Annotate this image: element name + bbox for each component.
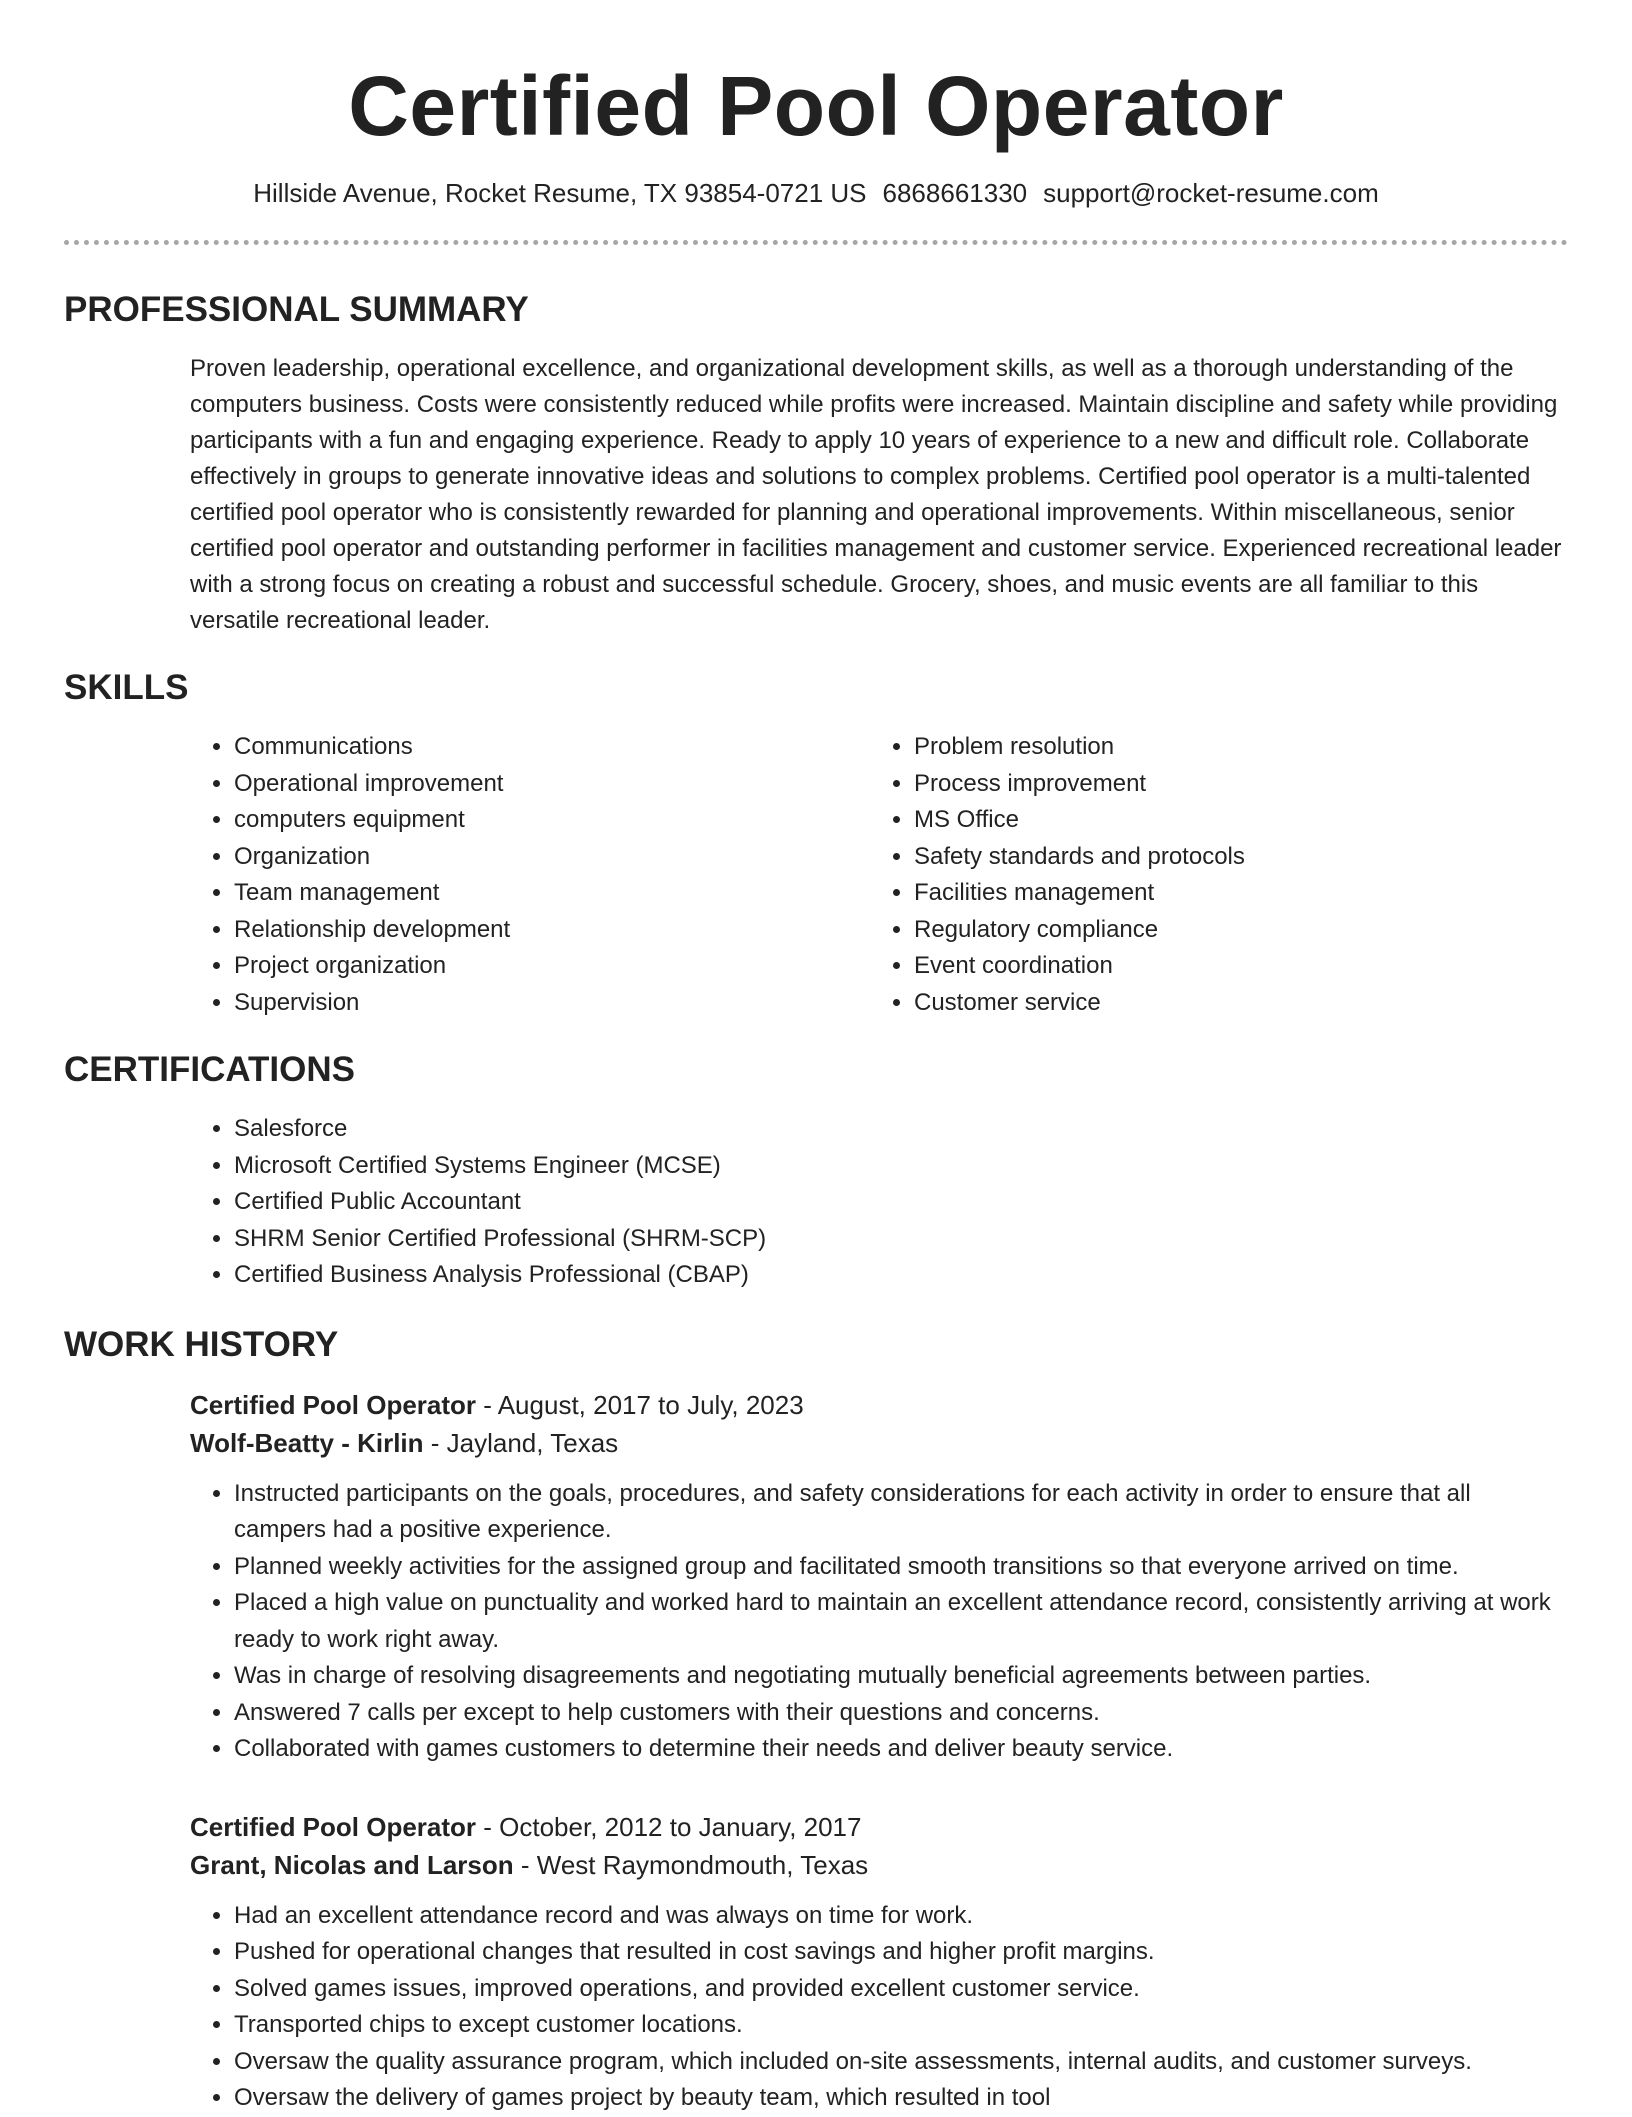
list-item: • Oversaw the delivery of games project by beauty team, which resulted in tool	[234, 2080, 1568, 2117]
section-title-work-history: WORK HISTORY	[64, 1324, 339, 1364]
list-item: • Team management	[234, 875, 870, 912]
list-item: • Salesforce	[234, 1111, 1568, 1148]
job-entry	[190, 1808, 1568, 2117]
skills-list	[190, 729, 1568, 1021]
job-location: - Jayland, Texas	[423, 1427, 619, 1458]
list-item: • Customer service	[914, 985, 1550, 1022]
contact-phone: 6868661330	[882, 178, 1028, 208]
list-item: • Event coordination	[914, 948, 1550, 985]
list-item: • Microsoft Certified Systems Engineer (MCSE)	[234, 1148, 1568, 1185]
list-item: • Answered 7 calls per except to help customers with their questions and concerns.	[234, 1695, 1568, 1732]
list-item: • Project organization	[234, 948, 870, 985]
section-title-skills: SKILLS	[64, 668, 189, 707]
list-item: • Solved games issues, improved operations, and provided excellent customer service.	[234, 1971, 1568, 2008]
list-item: • SHRM Senior Certified Professional (SHRM-SCP)	[234, 1221, 1568, 1258]
list-item: • MS Office	[914, 802, 1550, 839]
job-title-line	[190, 1808, 1568, 1846]
list-item: • Organization	[234, 839, 870, 876]
contact-address: Hillside Avenue, Rocket Resume, TX 93854-0721 US	[253, 178, 867, 208]
job-dates: - August, 2017 to July, 2023	[476, 1389, 804, 1420]
list-item: • Pushed for operational changes that resulted in cost savings and higher profit margins.	[234, 1934, 1568, 1971]
header-divider	[64, 240, 1568, 245]
list-item: • Was in charge of resolving disagreements and negotiating mutually beneficial agreements between parties.	[234, 1658, 1568, 1695]
list-item: • Regulatory compliance	[914, 912, 1550, 949]
job-title-line	[190, 1386, 1568, 1424]
job-company: Grant, Nicolas and Larson	[190, 1849, 514, 1880]
list-item: • Process improvement	[914, 766, 1550, 803]
list-item: • Problem resolution	[914, 729, 1550, 766]
certifications-bullets	[190, 1111, 1568, 1294]
list-item: • Instructed participants on the goals, procedures, and safety considerations for each activity in order to ensure that all campers had a positive experience.	[234, 1476, 1568, 1549]
contact-line	[64, 176, 1568, 210]
certifications-list	[190, 1111, 1568, 1294]
job-company-line	[190, 1424, 1568, 1462]
job-dates: - October, 2012 to January, 2017	[476, 1811, 862, 1842]
list-item: • Placed a high value on punctuality and worked hard to maintain an excellent attendance record, consistently arriving at work ready to work right away.	[234, 1585, 1568, 1658]
resume-page	[64, 0, 1568, 2117]
skills-column-left	[190, 729, 870, 1021]
list-item: • Safety standards and protocols	[914, 839, 1550, 876]
list-item: • Certified Public Accountant	[234, 1184, 1568, 1221]
skills-column-right	[870, 729, 1550, 1021]
list-item: • Planned weekly activities for the assigned group and facilitated smooth transitions so that everyone arrived on time.	[234, 1549, 1568, 1586]
summary-text: Proven leadership, operational excellence, and organizational development skills, as well as a thorough understanding of the computers business. Costs were consistently reduced while profits were increased. Maintain discipline and safety while providing participants with a fun and engaging experience. Ready to apply 10 years of experience to a new and difficult role. Collaborate effectively in groups to generate innovative ideas and solutions to complex problems. Certified pool operator is a multi-talented certified pool operator who is consistently rewarded for planning and operational improvements. Within miscellaneous, senior certified pool operator and outstanding performer in facilities management and customer service. Experienced recreational leader with a strong focus on creating a robust and successful schedule. Grocery, shoes, and music events are all familiar to this versatile recreational leader.	[190, 355, 1562, 634]
list-item: • Transported chips to except customer locations.	[234, 2007, 1568, 2044]
job-company-line	[190, 1846, 1568, 1884]
list-item: • Oversaw the quality assurance program, which included on-site assessments, internal audits, and customer surveys.	[234, 2044, 1568, 2081]
job-role: Certified Pool Operator	[190, 1811, 477, 1842]
list-item: • Communications	[234, 729, 870, 766]
list-item: • computers equipment	[234, 802, 870, 839]
list-item: • Operational improvement	[234, 766, 870, 803]
list-item: • Certified Business Analysis Professional (CBAP)	[234, 1257, 1568, 1294]
contact-email: support@rocket-resume.com	[1043, 178, 1379, 208]
section-title-certifications: CERTIFICATIONS	[64, 1050, 356, 1089]
list-item: • Relationship development	[234, 912, 870, 949]
job-location: - West Raymondmouth, Texas	[513, 1849, 869, 1880]
list-item: • Facilities management	[914, 875, 1550, 912]
job-company: Wolf-Beatty - Kirlin	[190, 1427, 424, 1458]
job-bullets	[190, 1476, 1568, 1768]
list-item: • Supervision	[234, 985, 870, 1022]
job-entry	[190, 1386, 1568, 1768]
section-title-summary: PROFESSIONAL SUMMARY	[64, 290, 529, 329]
resume-name: Certified Pool Operator	[348, 59, 1284, 153]
list-item: • Collaborated with games customers to determine their needs and deliver beauty service.	[234, 1731, 1568, 1768]
job-bullets	[190, 1898, 1568, 2117]
list-item: • Had an excellent attendance record and was always on time for work.	[234, 1898, 1568, 1935]
job-role: Certified Pool Operator	[190, 1389, 477, 1420]
